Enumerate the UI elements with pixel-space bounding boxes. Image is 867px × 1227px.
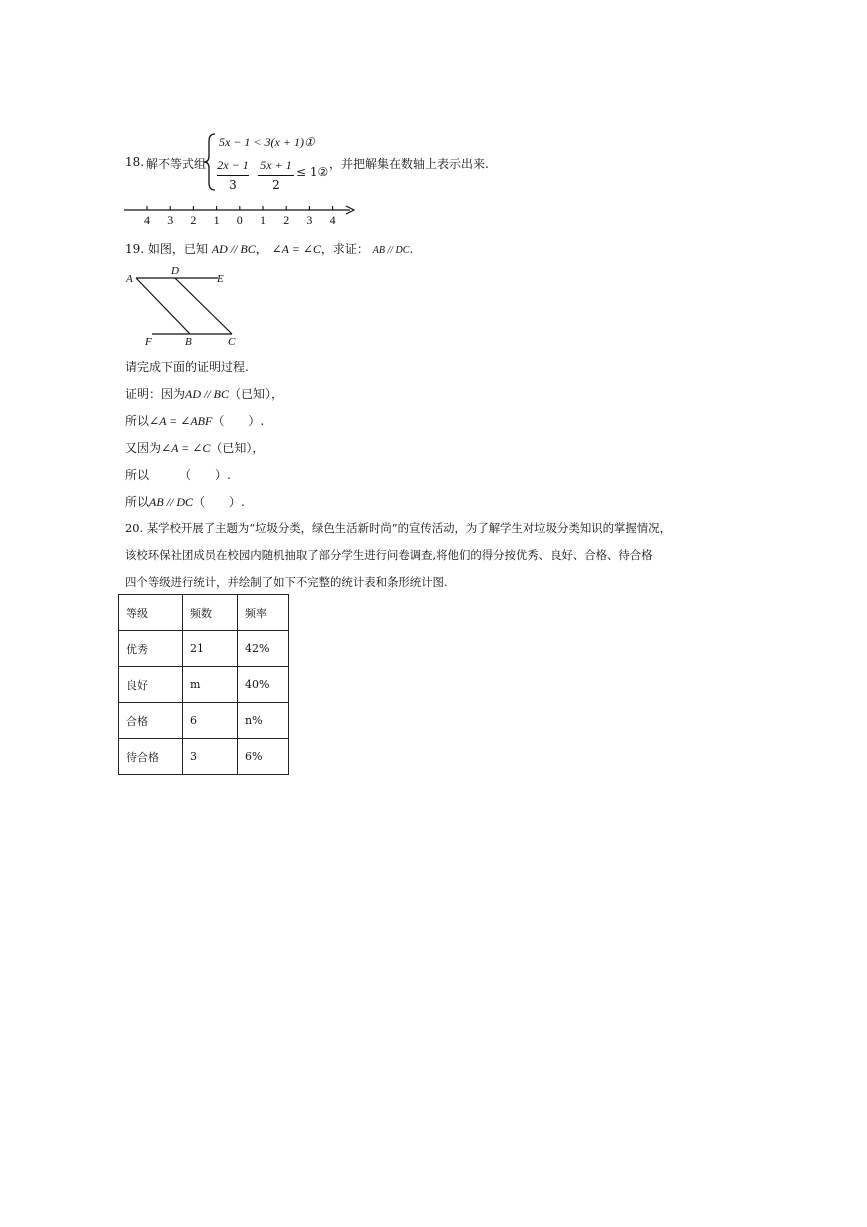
number-line-tick-label: 1 <box>213 213 220 227</box>
segment-AB <box>136 278 190 334</box>
proof-line-2 <box>125 412 264 429</box>
q19-intro: 如图，已知 <box>147 242 208 256</box>
proof-line-4-pre: 所以 <box>125 468 150 482</box>
table-row <box>119 667 289 703</box>
segment-DC <box>175 278 232 334</box>
proof-line-4-reason: （ ）. <box>149 468 231 482</box>
proof-line-3-math: ∠A = ∠C <box>161 441 211 455</box>
q19-number: 19. <box>125 242 145 256</box>
number-line-tick-label: 2 <box>190 213 197 227</box>
table-cell: 合格 <box>119 703 183 739</box>
label-C: C <box>228 336 236 348</box>
table-header-row <box>119 595 289 631</box>
number-line-tick-label: 3 <box>306 213 313 227</box>
fraction-1 <box>217 158 249 192</box>
fraction-1-bar <box>217 175 249 176</box>
number-line-tick-label: 4 <box>144 213 150 227</box>
table-row <box>119 739 289 775</box>
table-header-cell: 频数 <box>183 595 238 631</box>
label-E: E <box>217 273 224 285</box>
table-cell: 6 <box>183 703 238 739</box>
proof-line-5 <box>125 493 245 510</box>
proof-line-1-math: AD // BC <box>185 387 230 401</box>
table-row <box>119 703 289 739</box>
geometry-figure <box>124 264 244 348</box>
proof-line-3 <box>125 439 264 456</box>
proof-line-2-reason: （ ）. <box>212 414 265 428</box>
proof-line-5-reason: （ ）. <box>193 495 245 509</box>
table-cell: 40% <box>238 667 289 703</box>
fraction-2-numerator: 5x + 1 <box>260 158 292 172</box>
proof-line-2-math: ∠A = ∠ABF <box>149 414 213 428</box>
q18-prompt: 解不等式组 <box>146 157 207 171</box>
number-line-tick-label: 3 <box>167 213 174 227</box>
number-line <box>122 202 358 228</box>
statistics-table <box>118 594 289 775</box>
table-cell: 3 <box>183 739 238 775</box>
table-cell: 良好 <box>119 667 183 703</box>
q19-ask: ，求证： <box>320 242 369 256</box>
proof-line-3-reason: （已知）， <box>210 441 265 455</box>
q20-text-line-3: 四个等级进行统计，并绘制了如下不完整的统计表和条形统计图. <box>125 575 448 589</box>
q20-text-line-2: 该校环保社团成员在校园内随机抽取了部分学生进行问卷调查,将他们的得分按优秀、良好、合格、待合格 <box>125 548 653 562</box>
number-line-ticks <box>147 206 333 210</box>
proof-line-5-pre: 所以 <box>125 495 150 509</box>
table-header-cell: 等级 <box>119 595 183 631</box>
proof-line-3-pre: 又因为 <box>125 441 162 455</box>
number-line-tick-label: 4 <box>329 213 336 227</box>
q18-suffix: ，并把解集在数轴上表示出来. <box>329 157 489 171</box>
proof-line-5-math: AB // DC <box>149 495 194 509</box>
proof-instruction: 请完成下面的证明过程. <box>125 360 249 374</box>
table-cell: 6% <box>238 739 289 775</box>
q20-text-line-1: 20. 某学校开展了主题为“垃圾分类，绿色生活新时尚”的宣传活动，为了解学生对垃圾分类知识的掌握情况， <box>125 521 671 535</box>
proof-line-1 <box>125 385 283 402</box>
fraction-2 <box>258 158 294 192</box>
table-cell: 21 <box>183 631 238 667</box>
q19-statement: 19. 如图，已知 AD // BC， ∠A = ∠C，求证： AB // DC. <box>125 242 414 256</box>
table-cell: 42% <box>238 631 289 667</box>
label-A: A <box>126 273 133 285</box>
q19-condition-angles: ∠A = ∠C <box>271 242 321 256</box>
table-cell: 优秀 <box>119 631 183 667</box>
table-row <box>119 631 289 667</box>
q19-goal: AB // DC <box>372 245 410 256</box>
table-cell: n% <box>238 703 289 739</box>
proof-line-1-reason: （已知）， <box>229 387 284 401</box>
proof-line-4 <box>125 466 231 483</box>
system-brace <box>203 133 217 191</box>
proof-line-1-pre: 证明：因为 <box>125 387 186 401</box>
label-B: B <box>185 336 192 348</box>
table-header-cell: 频率 <box>238 595 289 631</box>
number-line-tick-label: 0 <box>236 213 243 227</box>
number-line-tick-label: 2 <box>283 213 290 227</box>
proof-line-2-pre: 所以 <box>125 414 150 428</box>
fraction-1-numerator: 2x − 1 <box>217 158 249 172</box>
table-cell: m <box>183 667 238 703</box>
label-D: D <box>171 265 179 277</box>
inequality-1: 5x − 1 < 3(x + 1)① <box>219 135 315 149</box>
number-line-tick-labels <box>144 213 336 227</box>
table-cell: 待合格 <box>119 739 183 775</box>
fraction-2-bar <box>258 175 294 176</box>
inequality-2-tail: ≤ 1② <box>296 165 329 179</box>
fraction-2-denominator: 2 <box>272 178 280 192</box>
label-F: F <box>145 336 152 348</box>
q19-condition-parallel: AD // BC <box>211 242 256 256</box>
number-line-tick-label: 1 <box>260 213 266 227</box>
q18-number: 18. <box>125 155 145 169</box>
fraction-1-denominator: 3 <box>229 178 237 192</box>
